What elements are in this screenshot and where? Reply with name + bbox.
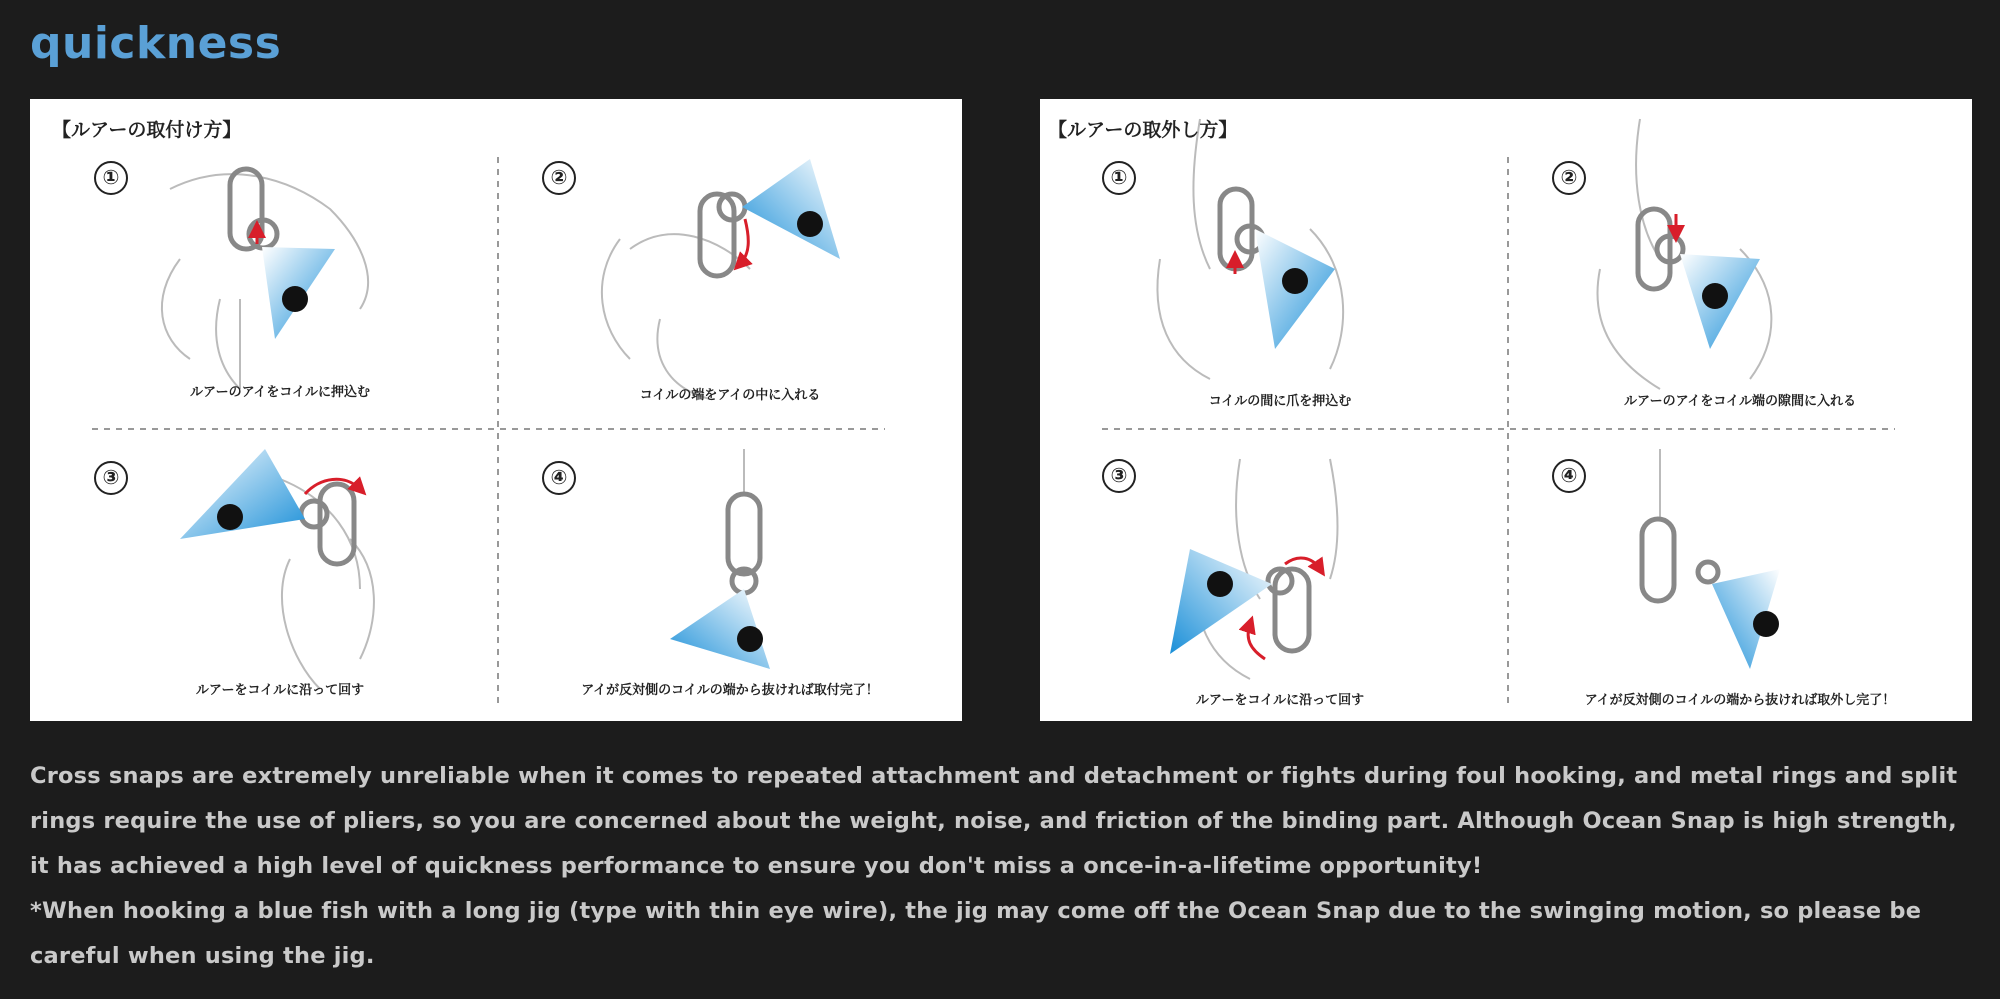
- step2-snap-icon: [700, 194, 745, 276]
- step3-snap-icon: [301, 484, 354, 564]
- step4-snap-icon: [728, 494, 760, 593]
- attach-step-3-number: ③: [94, 461, 128, 495]
- attach-step-4-number: ④: [542, 461, 576, 495]
- attach-step-4-caption: アイが反対側のコイルの端から抜ければ取付完了！: [581, 683, 879, 698]
- detach-step-3-caption: ルアーをコイルに沿って回す: [1195, 693, 1365, 708]
- detach-step-1-caption: コイルの間に爪を押込む: [1208, 394, 1352, 409]
- detach-step3-lure-icon: [1170, 549, 1272, 654]
- description-paragraph: Cross snaps are extremely unreliable when it comes to repeated attachment and detachment or fights during foul hooking, and metal rings and split rings require the use of pliers, so you are concerned about the weight, noise, and friction of the binding part. Although Ocean Snap is high strength, it has achieved a high level of quickness performance to ensure you don't miss a once-in-a-lifetime opportunity!: [30, 763, 1958, 879]
- attach-step-2-caption: コイルの端をアイの中に入れる: [639, 388, 821, 403]
- step3-lure-eye-icon: [217, 504, 243, 530]
- step2-lure-eye-icon: [797, 211, 823, 237]
- section-title: quickness: [30, 18, 282, 69]
- attach-illustration: [30, 99, 962, 721]
- step2-hand-icon: [602, 234, 750, 399]
- detach-step2-lure-eye-icon: [1702, 283, 1728, 309]
- attach-instructions-panel: [30, 99, 962, 721]
- detach-step1-snap-icon: [1220, 189, 1263, 269]
- detach-step4-lure-eye-icon: [1753, 611, 1779, 637]
- attach-step-1-caption: ルアーのアイをコイルに押込む: [189, 385, 371, 400]
- attach-step-3-caption: ルアーをコイルに沿って回す: [195, 683, 365, 698]
- attach-step-1-number: ①: [94, 161, 128, 195]
- detach-step-4-number: ④: [1552, 459, 1586, 493]
- detach-step-3-number: ③: [1102, 459, 1136, 493]
- detach-illustration: [1040, 99, 1972, 721]
- description-text: [30, 754, 1975, 979]
- detach-step4-snap-icon: [1642, 519, 1674, 601]
- detach-step3-arrow-icon-bottom: [1248, 624, 1265, 659]
- step4-lure-eye-icon: [737, 626, 763, 652]
- detach-instructions-panel: [1040, 99, 1972, 721]
- description-note: *When hooking a blue fish with a long jig (type with thin eye wire), the jig may come off the Ocean Snap due to the swinging motion, so please be careful when using the jig.: [30, 898, 1922, 969]
- step1-snap-icon: [230, 169, 277, 249]
- step2-arrow-icon: [740, 219, 748, 264]
- detach-step3-lure-eye-icon: [1207, 571, 1233, 597]
- attach-step-2-number: ②: [542, 161, 576, 195]
- detach-heading: 【ルアーの取外し方】: [1048, 119, 1238, 141]
- attach-heading: 【ルアーの取付け方】: [52, 119, 242, 141]
- detach-step-1-number: ①: [1102, 161, 1136, 195]
- step2-lure-icon: [742, 159, 840, 259]
- detach-step3-snap-icon: [1268, 569, 1309, 651]
- detach-step1-lure-eye-icon: [1282, 268, 1308, 294]
- detach-step-4-caption: アイが反対側のコイルの端から抜ければ取外し完了！: [1584, 693, 1896, 708]
- detach-step-2-number: ②: [1552, 161, 1586, 195]
- step1-lure-eye-icon: [282, 286, 308, 312]
- step1-hand-icon: [162, 174, 368, 389]
- detach-step-2-caption: ルアーのアイをコイル端の隙間に入れる: [1623, 394, 1857, 409]
- step3-lure-icon: [180, 449, 305, 539]
- detach-step4-ring-icon: [1698, 562, 1718, 582]
